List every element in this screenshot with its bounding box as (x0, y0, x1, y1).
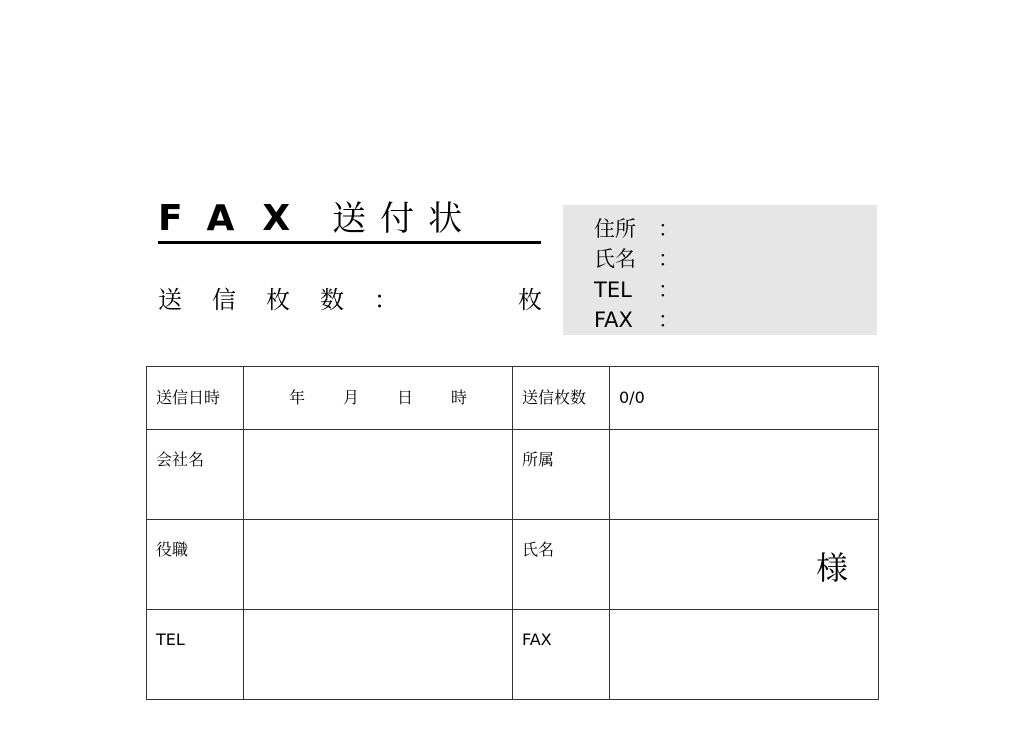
page-count-unit: 枚 (518, 286, 542, 314)
sender-fax-colon: ： (658, 308, 679, 332)
sender-name-label: 氏名 (594, 247, 636, 271)
hour-unit: 時 (451, 388, 468, 407)
table-row (147, 520, 879, 610)
sender-tel-label: TEL (594, 278, 632, 302)
name-label: 氏名 (513, 520, 610, 610)
tel-field[interactable] (244, 610, 513, 700)
table-row (147, 610, 879, 700)
fax-field[interactable] (610, 610, 879, 700)
sender-fax-row (594, 305, 679, 335)
month-unit: 月 (343, 388, 360, 407)
position-label: 役職 (147, 520, 244, 610)
department-field[interactable] (610, 430, 879, 520)
send-pages-label: 送信枚数 (513, 367, 610, 430)
send-pages-value[interactable]: 0/0 (610, 367, 879, 430)
sender-name-row (594, 244, 679, 274)
sender-address-label: 住所 (594, 217, 636, 241)
send-datetime-label: 送信日時 (147, 367, 244, 430)
sender-tel-colon: ： (658, 278, 679, 302)
sender-name-colon: ： (658, 247, 679, 271)
tel-label: TEL (147, 610, 244, 700)
title-fax: FAX (158, 198, 319, 239)
page-count-line (158, 284, 542, 316)
department-label: 所属 (513, 430, 610, 520)
sender-info-box (563, 205, 877, 335)
page-count-label: 送信枚数： (158, 286, 428, 314)
table-row (147, 367, 879, 430)
sender-fax-label: FAX (594, 308, 633, 332)
company-field[interactable] (244, 430, 513, 520)
honorific-sama: 様 (815, 549, 848, 587)
name-field[interactable] (610, 520, 879, 610)
title-cover-sheet: 送付状 (332, 199, 477, 239)
year-unit: 年 (289, 388, 306, 407)
sender-address-colon: ： (658, 217, 679, 241)
day-unit: 日 (397, 388, 414, 407)
document-title (158, 200, 541, 244)
position-field[interactable] (244, 520, 513, 610)
table-row (147, 430, 879, 520)
company-label: 会社名 (147, 430, 244, 520)
send-datetime-field[interactable] (244, 367, 513, 430)
recipient-info-table (146, 366, 879, 700)
sender-tel-row (594, 275, 679, 305)
fax-label: FAX (513, 610, 610, 700)
sender-address-row (594, 214, 679, 244)
